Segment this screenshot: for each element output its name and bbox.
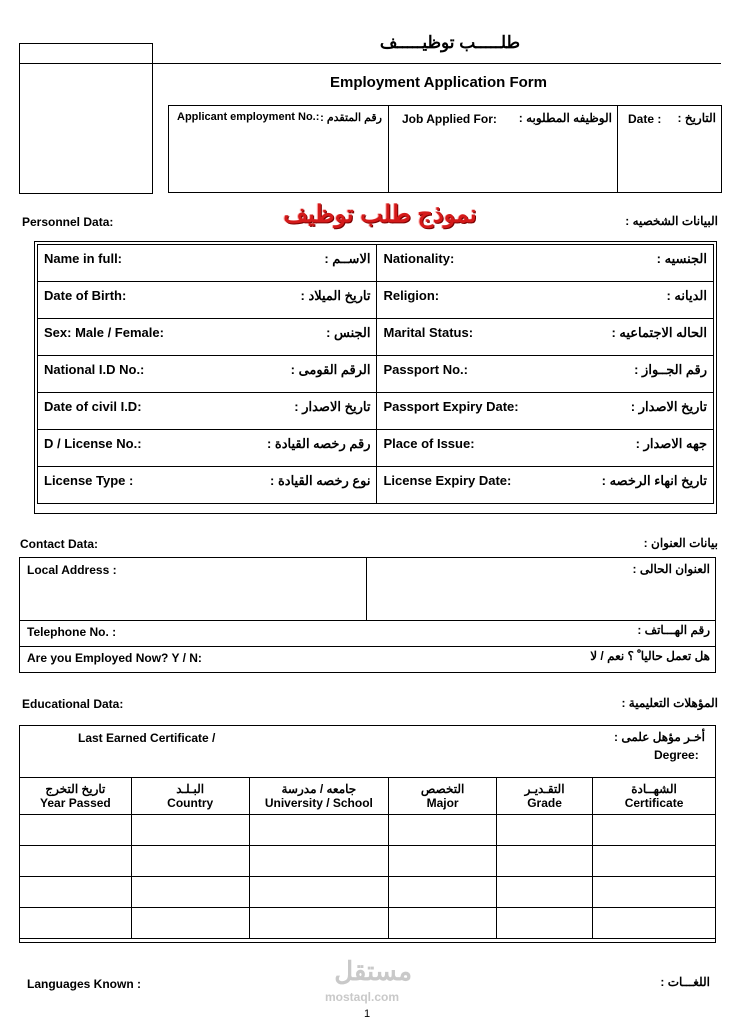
personnel-field-label: Place of Issue:	[383, 436, 475, 451]
personnel-field-label: Marital Status:	[383, 325, 474, 340]
date-label: Date :	[628, 112, 662, 126]
personnel-field-label: D / License No.:	[44, 436, 142, 451]
personnel-field-label-ar: تاريخ الميلاد :	[300, 288, 371, 303]
personnel-field-label: License Expiry Date:	[383, 473, 512, 488]
education-column-header	[131, 778, 249, 815]
column-header-ar: تاريخ التخرج	[45, 782, 106, 796]
column-header-ar: البـلـد	[176, 782, 205, 796]
form-stamp-title: نموذج طلب توظيف	[283, 201, 477, 228]
last-certificate-label-ar: أخـر مؤهل علمى :	[613, 730, 705, 744]
personnel-row	[38, 356, 714, 393]
education-cell[interactable]	[497, 908, 593, 939]
personnel-field-label: Date of Birth:	[44, 288, 127, 303]
education-heading: Educational Data:	[22, 697, 124, 711]
personnel-field-label-ar: تاريخ الاصدار :	[630, 399, 707, 414]
education-table	[19, 777, 716, 939]
personnel-cell[interactable]	[38, 319, 377, 356]
education-cell[interactable]	[593, 908, 716, 939]
personnel-cell[interactable]	[377, 467, 714, 504]
education-cell[interactable]	[20, 877, 132, 908]
education-column-header	[593, 778, 716, 815]
column-header-en: Year Passed	[40, 796, 111, 810]
employed-label: Are you Employed Now? Y / N:	[27, 651, 202, 665]
education-cell[interactable]	[249, 846, 389, 877]
education-header-row	[20, 778, 716, 815]
personnel-cell[interactable]	[377, 282, 714, 319]
education-column-header	[389, 778, 497, 815]
education-cell[interactable]	[389, 846, 497, 877]
date-label-ar: التاريخ :	[677, 111, 716, 125]
column-header-ar: التخصص	[420, 782, 465, 796]
column-header-ar: جامعه / مدرسة	[281, 782, 357, 796]
column-header-ar: الشهــادة	[631, 782, 677, 796]
telephone-label-ar: رقم الهـــاتف :	[637, 623, 710, 637]
personnel-cell[interactable]	[377, 319, 714, 356]
languages-label-ar: اللغـــات :	[660, 975, 710, 989]
personnel-field-label: Date of civil I.D:	[44, 399, 142, 414]
personnel-field-label: Nationality:	[383, 251, 455, 266]
personnel-row	[38, 393, 714, 430]
education-cell[interactable]	[131, 846, 249, 877]
personnel-field-label-ar: تاريخ الاصدار :	[294, 399, 371, 414]
personnel-field-label-ar: الرقم القومى :	[290, 362, 371, 377]
education-column-header	[20, 778, 132, 815]
personnel-field-label-ar: الجنس :	[326, 325, 371, 340]
contact-divider-v	[366, 557, 367, 620]
education-cell[interactable]	[593, 877, 716, 908]
education-cell[interactable]	[249, 815, 389, 846]
education-cell[interactable]	[389, 877, 497, 908]
column-header-en: Grade	[527, 796, 562, 810]
personnel-field-label-ar: نوع رخصه القيادة :	[270, 473, 371, 488]
education-cell[interactable]	[20, 908, 132, 939]
watermark-logo-en: mostaql.com	[325, 990, 400, 1004]
education-row	[20, 877, 716, 908]
applicant-number-label-ar: رقم المتقدم :	[320, 112, 382, 124]
arabic-title: طلـــــب توظيـــــف	[379, 33, 520, 52]
employed-label-ar: هل تعمل حاليا ْ ؟ نعم / لا	[590, 649, 710, 663]
column-header-ar: التقـديـر	[524, 782, 565, 796]
photo-box-divider	[19, 63, 153, 64]
header-table-divider-2	[617, 105, 618, 193]
personnel-cell[interactable]	[38, 282, 377, 319]
header-rule	[153, 63, 721, 64]
education-row	[20, 815, 716, 846]
education-heading-ar: المؤهلات التعليمية :	[621, 696, 718, 710]
personnel-field-label: Sex: Male / Female:	[44, 325, 164, 340]
personnel-cell[interactable]	[38, 467, 377, 504]
personnel-row	[38, 245, 714, 282]
applicant-number-label: Applicant employment No.:	[177, 111, 320, 123]
personnel-cell[interactable]	[38, 356, 377, 393]
education-cell[interactable]	[593, 815, 716, 846]
education-cell[interactable]	[497, 877, 593, 908]
contact-divider-h2	[19, 646, 716, 647]
personnel-field-label-ar: الحاله الاجتماعيه :	[611, 325, 707, 340]
personnel-heading: Personnel Data:	[22, 215, 114, 229]
personnel-cell[interactable]	[377, 245, 714, 282]
contact-heading: Contact Data:	[20, 537, 99, 551]
page-title: Employment Application Form	[330, 74, 547, 91]
page-number: 1	[364, 1008, 371, 1020]
education-cell[interactable]	[249, 877, 389, 908]
education-cell[interactable]	[131, 815, 249, 846]
personnel-cell[interactable]	[377, 393, 714, 430]
contact-heading-ar: بيانات العنوان :	[643, 536, 718, 550]
personnel-table	[37, 244, 714, 504]
personnel-field-label: Passport No.:	[383, 362, 468, 377]
education-cell[interactable]	[497, 815, 593, 846]
telephone-label: Telephone No. :	[27, 625, 117, 639]
personnel-field-label: License Type :	[44, 473, 134, 488]
personnel-field-label: Passport Expiry Date:	[383, 399, 519, 414]
languages-label: Languages Known :	[27, 977, 141, 991]
personnel-cell[interactable]	[38, 393, 377, 430]
personnel-cell[interactable]	[38, 430, 377, 467]
job-applied-label: Job Applied For:	[402, 112, 497, 126]
personnel-field-label: National I.D No.:	[44, 362, 145, 377]
education-cell[interactable]	[131, 908, 249, 939]
education-cell[interactable]	[20, 815, 132, 846]
contact-divider-h1	[19, 620, 716, 621]
personnel-field-label-ar: جهه الاصدار :	[635, 436, 707, 451]
personnel-row	[38, 467, 714, 504]
education-row	[20, 846, 716, 877]
education-cell[interactable]	[389, 908, 497, 939]
personnel-field-label-ar: الجنسيه :	[656, 251, 707, 266]
local-address-label-ar: العنوان الحالى :	[632, 562, 710, 576]
column-header-en: University / School	[264, 796, 373, 810]
education-column-header	[249, 778, 389, 815]
personnel-row	[38, 430, 714, 467]
photo-box	[19, 43, 153, 194]
job-applied-label-ar: الوظيفه المطلوبه :	[518, 111, 612, 125]
personnel-row	[38, 282, 714, 319]
education-column-header	[497, 778, 593, 815]
education-cell[interactable]	[593, 846, 716, 877]
personnel-field-label-ar: الاســم :	[324, 251, 371, 266]
education-cell[interactable]	[249, 908, 389, 939]
education-cell[interactable]	[497, 846, 593, 877]
education-cell[interactable]	[389, 815, 497, 846]
personnel-cell[interactable]	[38, 245, 377, 282]
personnel-heading-ar: البيانات الشخصيه :	[625, 214, 718, 228]
personnel-field-label-ar: رقم رخصه القيادة :	[266, 436, 371, 451]
last-certificate-label: Last Earned Certificate /	[78, 731, 216, 745]
education-cell[interactable]	[131, 877, 249, 908]
local-address-label: Local Address :	[27, 563, 117, 577]
column-header-en: Major	[426, 796, 459, 810]
header-table-divider-1	[388, 105, 389, 193]
personnel-field-label-ar: الديانه :	[666, 288, 707, 303]
personnel-cell[interactable]	[377, 356, 714, 393]
column-header-en: Certificate	[624, 796, 684, 810]
personnel-field-label-ar: تاريخ انهاء الرخصه :	[601, 473, 707, 488]
personnel-row	[38, 319, 714, 356]
personnel-field-label-ar: رقم الجــواز :	[634, 362, 707, 377]
degree-label: Degree:	[654, 748, 699, 762]
personnel-field-label: Religion:	[383, 288, 440, 303]
personnel-cell[interactable]	[377, 430, 714, 467]
watermark-logo-ar: مستقل	[334, 956, 412, 986]
column-header-en: Country	[167, 796, 214, 810]
education-cell[interactable]	[20, 846, 132, 877]
personnel-field-label: Name in full:	[44, 251, 123, 266]
education-row	[20, 908, 716, 939]
